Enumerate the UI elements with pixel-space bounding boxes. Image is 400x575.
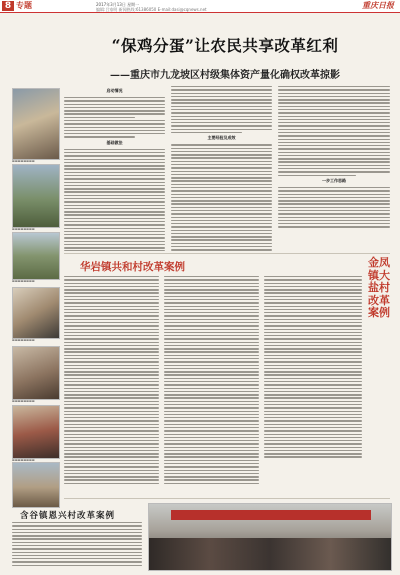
photo-villager xyxy=(12,287,60,339)
page-name: 专题 xyxy=(16,1,32,10)
page-number: 8 xyxy=(2,1,14,11)
section-divider xyxy=(64,253,390,254)
huayan-column-2 xyxy=(164,276,259,498)
gu-column xyxy=(12,522,142,572)
photo-meeting xyxy=(12,88,60,160)
masthead xyxy=(0,0,400,13)
section-heading: 基础做法 xyxy=(106,139,123,145)
section-divider xyxy=(64,498,390,499)
huayan-column-3 xyxy=(264,276,362,498)
section-heading: 一步工作思路 xyxy=(322,177,346,183)
date-line: 2017年3月13日 星期一 xyxy=(96,2,140,7)
newspaper-logo: 重庆日报 xyxy=(362,1,394,10)
headline: “保鸡分蛋”让农民共享改革红利 xyxy=(111,36,339,55)
photo-caption: ▬▬▬▬▬▬▬▬ xyxy=(12,338,35,342)
photo-villagers-meeting xyxy=(148,503,392,571)
huayan-column-1 xyxy=(64,276,159,498)
section-heading: 启动情况 xyxy=(106,88,123,93)
article-column-1 xyxy=(64,86,165,251)
info-line: 编辑:吕家明 新闻热线:61386050 E-mail:dasi@cqnews.net xyxy=(96,7,207,12)
article-column-2 xyxy=(171,86,272,251)
section-heading: 主要经验及成效 xyxy=(207,135,236,141)
photo-caption: ▬▬▬▬▬▬▬▬ xyxy=(12,399,35,403)
photo-caption: ▬▬▬▬▬▬▬▬ xyxy=(12,159,35,163)
red-banner xyxy=(171,510,371,520)
photo-caption: ▬▬▬▬▬▬▬▬ xyxy=(12,227,35,231)
case-title-gu: 含谷镇恩兴村改革案例 xyxy=(20,511,116,521)
subheadline: ——重庆市九龙坡区村级集体资产量化确权改革掠影 xyxy=(110,70,340,81)
photo-caption: ▬▬▬▬▬▬▬▬ xyxy=(12,279,35,283)
crowd xyxy=(149,538,391,570)
photo-farm xyxy=(12,232,60,280)
photo-signing xyxy=(12,346,60,400)
photo-crowd xyxy=(12,405,60,459)
photo-house xyxy=(12,462,60,508)
case-title-jinfeng: 金凤镇大盐村改革案例 xyxy=(368,256,390,319)
photo-caption: ▬▬▬▬▬▬▬▬ xyxy=(12,458,35,462)
article-column-3 xyxy=(278,86,390,251)
photo-village xyxy=(12,164,60,228)
case-title-huayan: 华岩镇共和村改革案例 xyxy=(80,261,185,273)
